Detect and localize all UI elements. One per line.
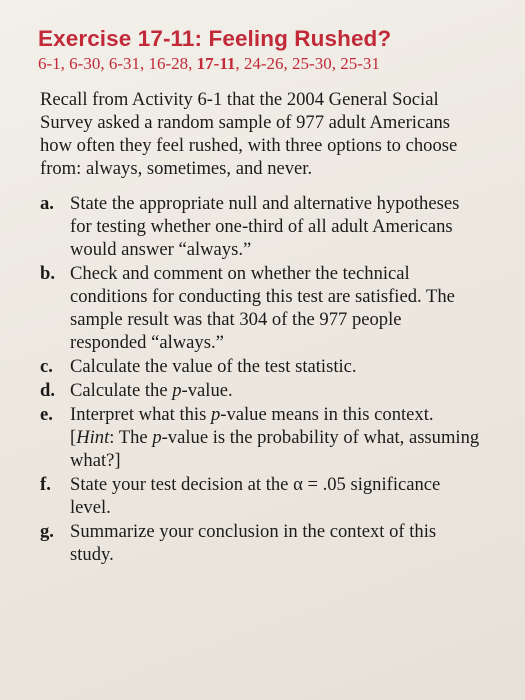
part-text-segment: State your test decision at the α = .05 significance level.	[70, 474, 441, 518]
exercise-part	[38, 379, 485, 402]
exercise-part	[38, 403, 485, 472]
part-text	[70, 473, 480, 519]
part-text	[70, 262, 480, 354]
part-text	[70, 355, 480, 378]
part-text-segment: State the appropriate null and alternative hypotheses for testing whether one-third of all adult Americans would answer “always.”	[70, 193, 460, 260]
part-text-segment: : The	[109, 427, 153, 448]
part-text-segment: Summarize your conclusion in the context of this study.	[70, 521, 437, 565]
exercise-part	[38, 262, 485, 354]
exercise-part	[38, 192, 485, 261]
part-text-segment: Check and comment on whether the technical conditions for conducting this test are satisfied. The sample result was that 304 of the 977 people responded “always.”	[70, 263, 455, 353]
part-letter: b.	[40, 263, 55, 284]
part-letter: e.	[40, 404, 53, 425]
exercise-part	[38, 473, 485, 519]
exercise-part	[38, 520, 485, 566]
part-text-segment: Hint	[76, 427, 110, 448]
related-exercises-current: 17-11	[196, 54, 236, 73]
exercise-parts-list	[38, 192, 485, 566]
exercise-title: Exercise 17-11: Feeling Rushed?	[38, 26, 392, 51]
part-text-segment: -value is the probability of what, assuming what?]	[70, 427, 480, 471]
part-letter: a.	[40, 193, 54, 214]
part-text-segment: p	[172, 380, 182, 401]
part-text-segment: p	[152, 427, 162, 448]
part-text-segment: Calculate the value of the test statistic.	[70, 356, 357, 377]
part-text-segment: Calculate the	[70, 380, 173, 401]
exercise-part	[38, 355, 485, 378]
related-exercises-part-2: , 24-26, 25-30, 25-31	[235, 54, 380, 73]
part-text-segment: -value.	[181, 380, 233, 401]
part-letter: c.	[40, 356, 53, 377]
part-letter: g.	[40, 521, 54, 542]
related-exercises	[38, 54, 485, 74]
part-text-segment: -value means in this context. [	[70, 404, 434, 448]
intro-paragraph: Recall from Activity 6-1 that the 2004 General Social Survey asked a random sample of 977 adult Americans how often they feel rushed, with three options to choose from: always, sometimes, and never.	[40, 89, 458, 179]
part-text	[70, 403, 480, 472]
part-letter: d.	[40, 380, 55, 401]
related-exercises-part-1: 6-1, 6-30, 6-31, 16-28,	[38, 54, 197, 73]
part-text	[70, 520, 480, 566]
part-text	[70, 379, 480, 402]
part-text	[70, 192, 480, 261]
part-text-segment: Interpret what this	[70, 404, 211, 425]
part-text-segment: p	[210, 404, 221, 425]
part-letter: f.	[40, 474, 51, 495]
